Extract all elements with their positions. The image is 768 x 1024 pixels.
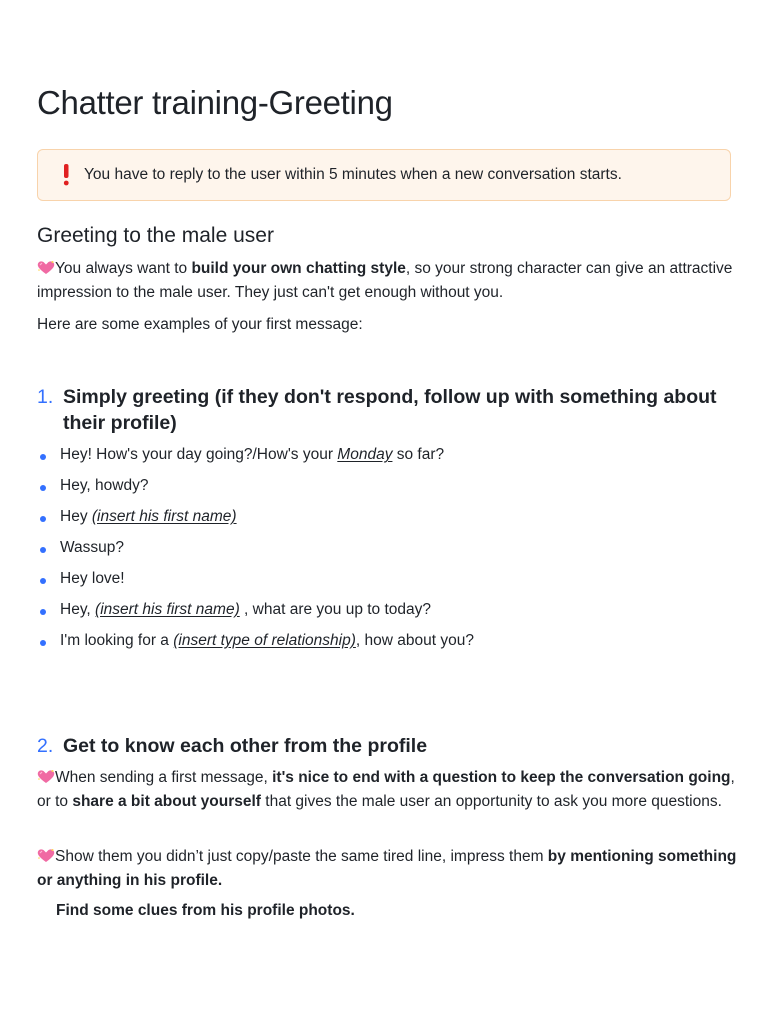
heart-icon [37, 769, 55, 784]
p2-text-a: Show them you didn’t just copy/paste the same tired line, impress them [55, 848, 548, 865]
item-text-post: so far? [392, 446, 445, 463]
item-text: Wassup? [60, 539, 125, 556]
bullet-dot [40, 485, 46, 491]
section1-number: 1. [37, 386, 54, 408]
greeting-intro [37, 257, 737, 305]
bullet-dot [40, 609, 46, 615]
list-item [37, 570, 125, 588]
list-item [37, 446, 444, 464]
greeting-intro-bold: build your own chatting style [191, 260, 406, 277]
item-text-post: , what are you up to today? [239, 601, 432, 618]
section2-heading [37, 733, 727, 759]
item-text: Hey, howdy? [60, 477, 149, 494]
item-placeholder: (insert type of relationship) [173, 632, 356, 649]
p1-bold-b: it's nice to end with a question to keep the conversation going [272, 769, 731, 786]
section2-heading-text: Get to know each other from the profile [63, 735, 428, 757]
heart-icon [37, 848, 55, 863]
callout-text: You have to reply to the user within 5 minutes when a new conversation starts. [84, 166, 622, 183]
list-item [37, 539, 124, 557]
section1-heading [37, 384, 727, 436]
item-placeholder: (insert his first name) [91, 508, 237, 525]
bullet-dot [40, 454, 46, 460]
item-text: Hey! How's your day going?/How's your [60, 446, 338, 463]
bullet-dot [40, 578, 46, 584]
list-item [37, 477, 148, 495]
bullet-dot [40, 547, 46, 553]
item-text: I'm looking for a [60, 632, 174, 649]
list-item [37, 632, 474, 650]
examples-lead: Here are some examples of your first message: [37, 316, 363, 333]
bullet-dot [40, 516, 46, 522]
item-placeholder: Monday [337, 446, 393, 463]
list-item [37, 601, 431, 619]
section2-paragraph-1 [37, 766, 737, 814]
bullet-dot [40, 640, 46, 646]
profile-clue-line: Find some clues from his profile photos. [56, 902, 355, 919]
p1-bold-d: share a bit about yourself [72, 793, 261, 810]
section-heading-greeting: Greeting to the male user [37, 224, 274, 247]
p2-bold-b: by mentioning something or anything in his profile. [37, 848, 737, 889]
item-text: Hey love! [60, 570, 125, 587]
section2-paragraph-2 [37, 845, 737, 893]
greeting-intro-post: , so your strong character can give an attractive impression to the male user. They just can't get enough without you. [37, 260, 733, 301]
section1-heading-text: Simply greeting (if they don't respond, follow up with something about their profile) [63, 386, 717, 434]
p1-text-c: , or to [37, 769, 735, 810]
item-text: Hey [60, 508, 92, 525]
item-text: Hey, [60, 601, 96, 618]
list-item [37, 508, 237, 526]
p1-text-a: When sending a first message, [55, 769, 273, 786]
callout-box [37, 149, 731, 201]
p1-text-e: that gives the male user an opportunity to ask you more questions. [260, 793, 722, 810]
item-text-post: , how about you? [355, 632, 474, 649]
page-title: Chatter training-Greeting [37, 84, 393, 121]
section2-number: 2. [37, 735, 54, 757]
greeting-intro-pre: You always want to [55, 260, 192, 277]
exclamation-icon [56, 163, 76, 187]
heart-icon [37, 260, 55, 275]
item-placeholder: (insert his first name) [95, 601, 240, 618]
